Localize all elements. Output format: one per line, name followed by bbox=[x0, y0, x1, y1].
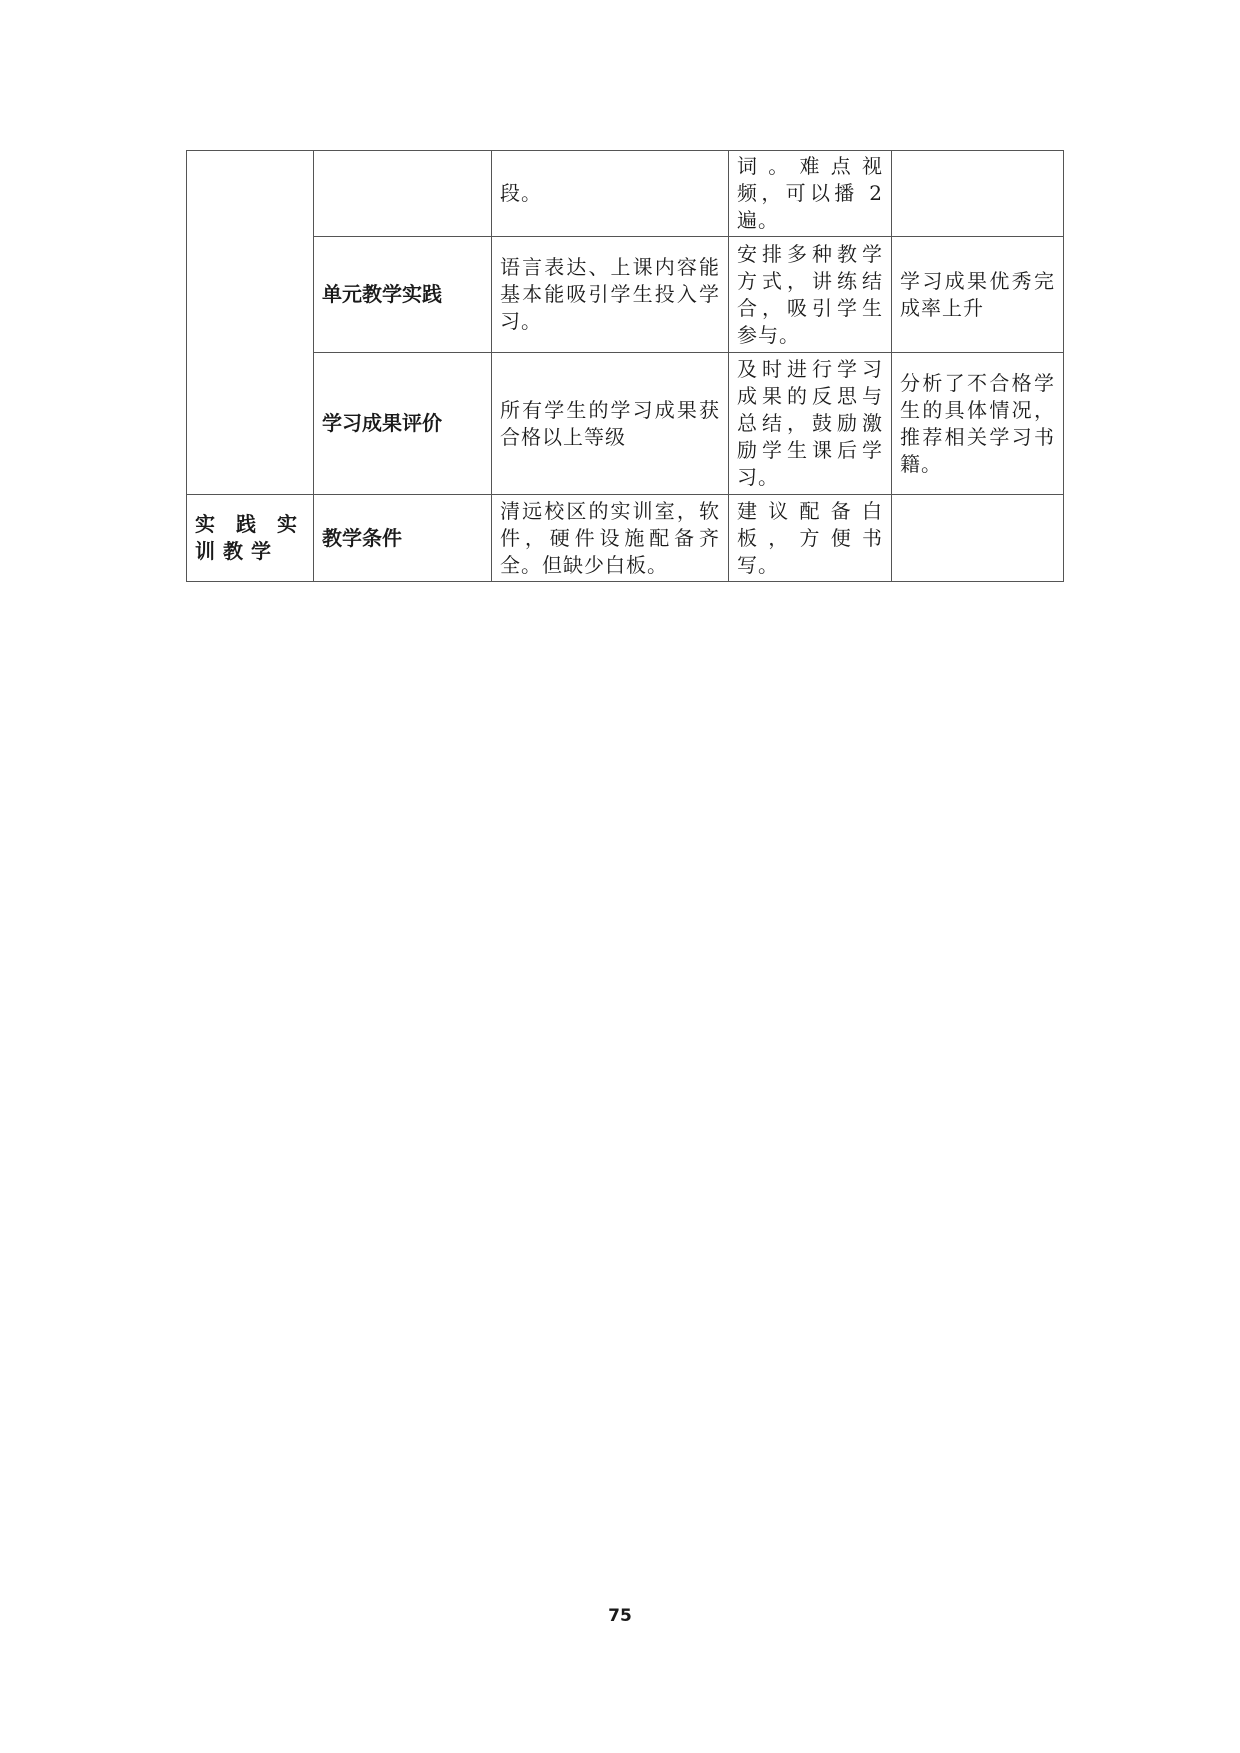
category-cell bbox=[187, 151, 314, 495]
category-cell: 实践实训教学 bbox=[187, 495, 314, 582]
result-cell: 学习成果优秀完成率上升 bbox=[892, 237, 1064, 353]
item-cell: 学习成果评价 bbox=[314, 353, 492, 495]
table-row bbox=[187, 495, 1064, 582]
item-cell: 教学条件 bbox=[314, 495, 492, 582]
table-row bbox=[187, 237, 1064, 353]
suggestion-cell: 建议配备白板，方便书写。 bbox=[729, 495, 892, 582]
standard-cell: 段。 bbox=[492, 151, 729, 237]
standard-cell: 所有学生的学习成果获合格以上等级 bbox=[492, 353, 729, 495]
table-row bbox=[187, 353, 1064, 495]
suggestion-cell: 及时进行学习成果的反思与总结，鼓励激励学生课后学习。 bbox=[729, 353, 892, 495]
table-row bbox=[187, 151, 1064, 237]
result-cell bbox=[892, 495, 1064, 582]
standard-cell: 清远校区的实训室，软件，硬件设施配备齐全。但缺少白板。 bbox=[492, 495, 729, 582]
item-cell bbox=[314, 151, 492, 237]
standard-cell: 语言表达、上课内容能基本能吸引学生投入学习。 bbox=[492, 237, 729, 353]
result-cell: 分析了不合格学生的具体情况，推荐相关学习书籍。 bbox=[892, 353, 1064, 495]
suggestion-cell: 安排多种教学方式，讲练结合，吸引学生参与。 bbox=[729, 237, 892, 353]
evaluation-table bbox=[186, 150, 1064, 582]
item-cell: 单元教学实践 bbox=[314, 237, 492, 353]
suggestion-cell: 词。难点视频，可以播 2 遍。 bbox=[729, 151, 892, 237]
result-cell bbox=[892, 151, 1064, 237]
page-number: 75 bbox=[608, 1606, 632, 1626]
